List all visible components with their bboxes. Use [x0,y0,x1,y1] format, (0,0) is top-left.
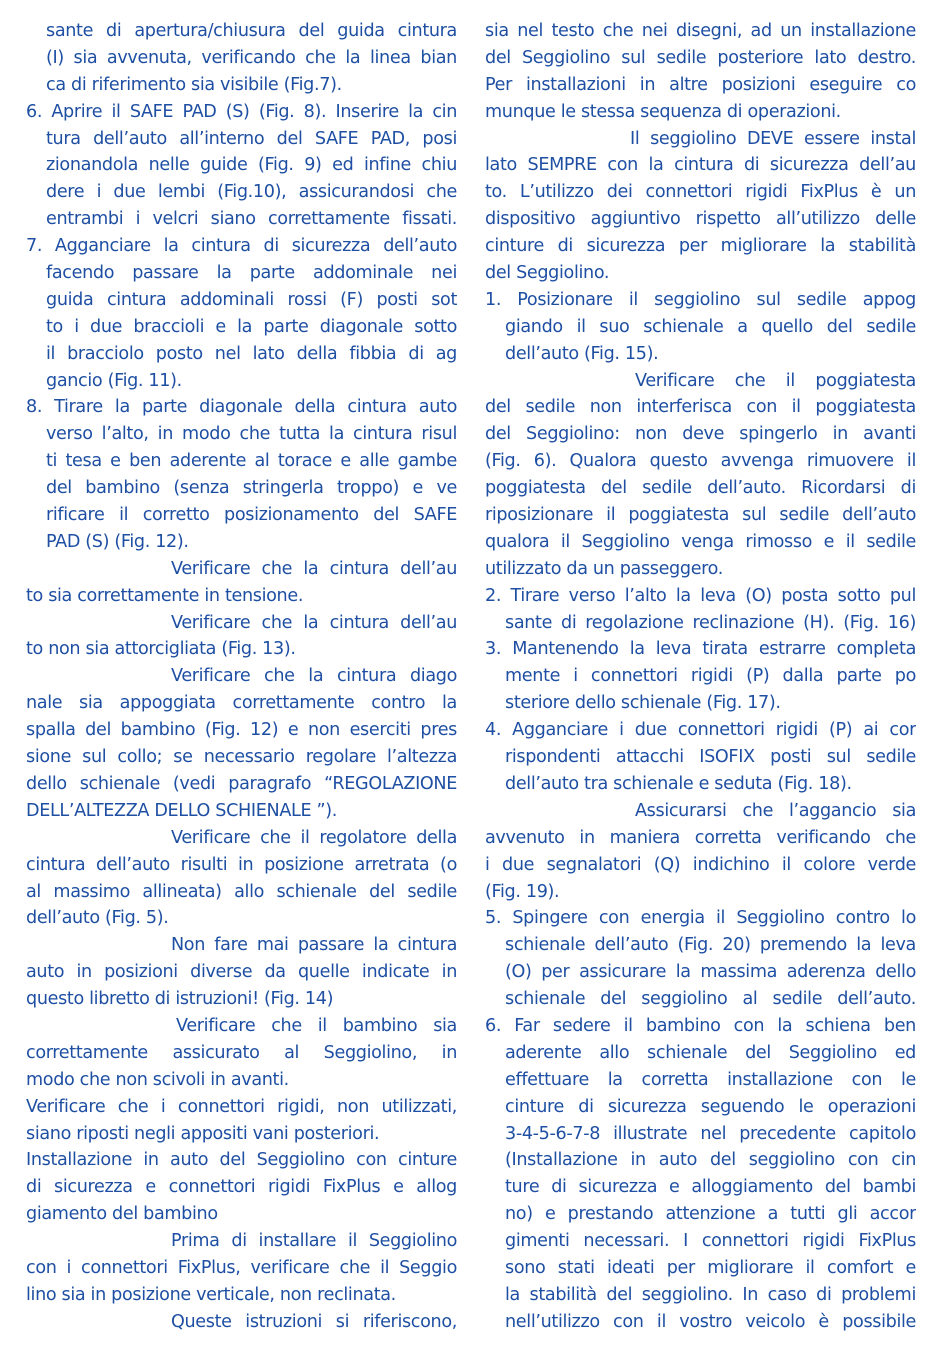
text-line: dere i due lembi (Fig.10), assicurandosi che [46,182,457,203]
text-line: dispositivo aggiuntivo rispetto all’utilizzo delle [485,209,916,230]
text-line: (O) per assicurare la massima aderenza dello [505,962,916,983]
text-line: to sia correttamente in tensione. [26,585,304,606]
text-line: Prima di installare il Seggiolino [171,1231,457,1252]
text-line: con i connettori FixPlus, verificare che il Seggio [26,1257,457,1278]
text-line: mente i connettori rigidi (P) dalla parte po [505,666,916,687]
text-line: to non sia attorcigliata (Fig. 13). [26,639,296,660]
text-line: nell’utilizzo con il vostro veicolo è possibile [505,1311,916,1332]
text-line: (Fig. 6). Qualora questo avvenga rimuovere il [485,451,916,472]
text-line: (Fig. 19). [485,881,560,902]
text-line: (I) sia avvenuta, verificando che la linea bian [46,47,457,68]
text-line: effettuare la corretta installazione con le [505,1069,916,1090]
text-line: Verificare che il poggiatesta [635,370,916,391]
text-line: i due segnalatori (Q) indichino il colore verde [485,854,916,875]
text-line: ti tesa e ben aderente al torace e alle gambe [46,451,457,472]
text-line: to i due braccioli e la parte diagonale sotto [46,316,457,337]
text-line: 1. Posizionare il seggiolino sul sedile appog [485,289,916,310]
text-line: questo libretto di istruzioni! (Fig. 14) [26,989,334,1010]
text-line: 3-4-5-6-7-8 illustrate nel precedente capitolo [505,1123,916,1144]
text-line: siano riposti negli appositi vani posteriori. [26,1123,380,1144]
text-line: qualora il Seggiolino venga rimosso e il sedile [485,531,916,552]
text-line: rispondenti attacchi ISOFIX posti sul sedile [505,747,916,768]
text-line: cinture di sicurezza per migliorare la stabilità [485,236,916,257]
text-line: Queste istruzioni si riferiscono, [171,1311,457,1332]
text-line: Verificare che la cintura dell’au [171,612,457,633]
text-line: Verificare che il bambino sia [176,1015,457,1036]
text-line: nale sia appoggiata correttamente contro la [26,693,457,714]
text-line: rificare il corretto posizionamento del SAFE [46,505,457,526]
text-line: riposizionare il poggiatesta sul sedile dell’auto [485,505,916,526]
text-line: sione sul collo; se necessario regolare l’altezza [26,747,457,768]
text-line: facendo passare la parte addominale nei [46,263,457,284]
text-line: aderente allo schienale del Seggiolino ed [505,1042,916,1063]
text-line: DELL’ALTEZZA DELLO SCHIENALE ”). [26,800,338,821]
text-line: sono stati ideati per migliorare il comfort e [505,1257,916,1278]
text-line: Il seggiolino DEVE essere instal [630,128,916,149]
text-line: del sedile non interferisca con il poggiatesta [485,397,916,418]
text-line: dello schienale (vedi paragrafo “REGOLAZIONE [26,773,457,794]
text-line: poggiatesta del sedile dell’auto. Ricordarsi di [485,478,916,499]
text-line: PAD (S) (Fig. 12). [46,531,189,552]
text-line: entrambi i velcri siano correttamente fissati. [46,209,457,230]
text-line: 6. Aprire il SAFE PAD (S) (Fig. 8). Inserire la cin [26,101,457,122]
text-line: 4. Agganciare i due connettori rigidi (P) ai cor [485,720,916,741]
text-line: 3. Mantenendo la leva tirata estrarre completa [485,639,916,660]
text-line: munque le stessa sequenza di operazioni. [485,101,841,122]
text-line: 7. Agganciare la cintura di sicurezza dell’auto [26,236,457,257]
right-text-column [485,18,916,1336]
text-line: Verificare che il regolatore della [171,827,457,848]
text-line: ture di sicurezza e alloggiamento del bambi [505,1177,916,1198]
text-line: gancio (Fig. 11). [46,370,182,391]
text-line: dell’auto tra schienale e seduta (Fig. 18). [505,773,852,794]
text-line: cinture di sicurezza seguendo le operazioni [505,1096,916,1117]
text-line: giamento del bambino [26,1204,218,1225]
text-line: Verificare che la cintura diago [171,666,457,687]
text-line: correttamente assicurato al Seggiolino, in [26,1042,457,1063]
text-line: 8. Tirare la parte diagonale della cintura auto [26,397,457,418]
text-line: lino sia in posizione verticale, non reclinata. [26,1284,396,1305]
text-line: al massimo allineata) allo schienale del sedile [26,881,457,902]
text-line: la stabilità del seggiolino. In caso di problemi [505,1284,916,1305]
text-line: zionandola nelle guide (Fig. 9) ed infine chiu [46,155,457,176]
text-line: Per installazioni in altre posizioni eseguire co [485,74,916,95]
text-line: steriore dello schienale (Fig. 17). [505,693,781,714]
text-line: Verificare che la cintura dell’au [171,558,457,579]
text-line: tura dell’auto all’interno del SAFE PAD, posi [46,128,457,149]
text-line: schienale dell’auto (Fig. 20) premendo la leva [505,935,916,956]
text-line: spalla del bambino (Fig. 12) e non eserciti pres [26,720,457,741]
text-line: schienale del seggiolino al sedile dell’auto. [505,989,916,1010]
left-text-column [26,18,457,1336]
text-line: dell’auto (Fig. 15). [505,343,659,364]
text-line: dell’auto (Fig. 5). [26,908,169,929]
text-line: no) e prestando attenzione a tutti gli accor [505,1204,916,1225]
text-line: avvenuto in maniera corretta verificando che [485,827,916,848]
text-line: cintura dell’auto risulti in posizione arretrata (o [26,854,457,875]
text-line: 6. Far sedere il bambino con la schiena ben [485,1015,916,1036]
text-line: di sicurezza e connettori rigidi FixPlus e allog [26,1177,457,1198]
text-line: giando il suo schienale a quello del sedile [505,316,916,337]
text-line: del Seggiolino sul sedile posteriore lato destro. [485,47,916,68]
text-line: Non fare mai passare la cintura [171,935,457,956]
text-line: Assicurarsi che l’aggancio sia [635,800,916,821]
text-line: guida cintura addominali rossi (F) posti sot [46,289,457,310]
text-line: lato SEMPRE con la cintura di sicurezza dell’au [485,155,916,176]
text-line: ca di riferimento sia visibile (Fig.7). [46,74,342,95]
text-line: modo che non scivoli in avanti. [26,1069,289,1090]
text-line: utilizzato da un passeggero. [485,558,724,579]
text-line: to. L’utilizzo dei connettori rigidi FixPlus è un [485,182,916,203]
text-line: Verificare che i connettori rigidi, non utilizzati, [26,1096,457,1117]
text-line: (Installazione in auto del seggiolino con cin [505,1150,916,1171]
text-line: sia nel testo che nei disegni, ad un installazione [485,21,916,41]
text-line: sante di apertura/chiusura del guida cintura [46,21,457,41]
text-line: gimenti necessari. I connettori rigidi FixPlus [505,1231,916,1252]
text-line: sante di regolazione reclinazione (H). (Fig. 16) [505,612,916,633]
text-line: Installazione in auto del Seggiolino con cinture [26,1150,457,1171]
text-line: 5. Spingere con energia il Seggiolino contro lo [485,908,916,929]
text-line: 2. Tirare verso l’alto la leva (O) posta sotto pul [485,585,916,606]
text-line: del Seggiolino: non deve spingerlo in avanti [485,424,916,445]
text-line: il bracciolo posto nel lato della fibbia di ag [46,343,457,364]
text-line: verso l’alto, in modo che tutta la cintura risul [46,424,457,445]
text-line: del Seggiolino. [485,263,610,284]
text-line: del bambino (senza stringerla troppo) e ve [46,478,457,499]
text-line: auto in posizioni diverse da quelle indicate in [26,962,457,983]
